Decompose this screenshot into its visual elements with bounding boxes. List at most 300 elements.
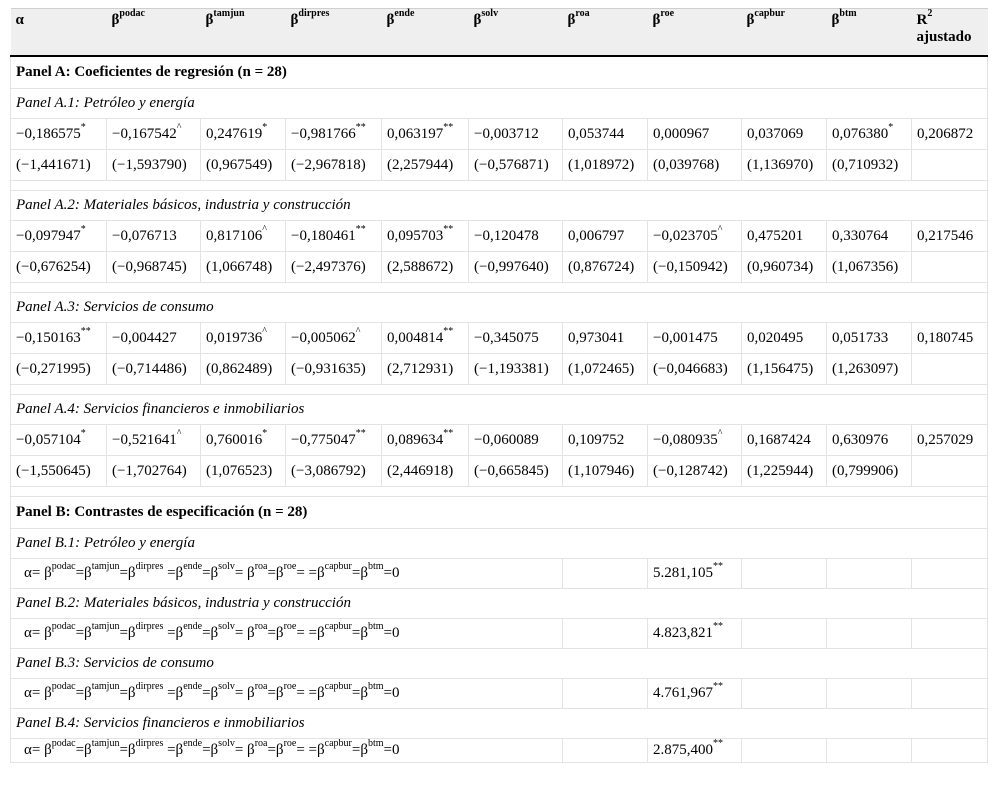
regression-table: [10, 8, 988, 763]
t-statistic-cell: (2,712931): [382, 354, 469, 385]
coefficient-cell: [382, 221, 469, 252]
superscript: tamjun: [91, 681, 120, 692]
cell-base-text: −0,521641: [112, 431, 177, 448]
empty-cell: [563, 559, 648, 589]
coefficient-cell: [286, 119, 382, 150]
superscript: ende: [183, 681, 203, 692]
t-statistic-cell: (−0,150942): [648, 252, 742, 283]
cell-base-text: 0,020495: [747, 329, 804, 346]
empty-cell: [742, 739, 827, 763]
empty-cell: [827, 679, 912, 709]
t-statistic-cell: (−0,931635): [286, 354, 382, 385]
subpanel-title: [11, 89, 988, 119]
cell-base-text: β: [831, 12, 840, 28]
cell-base-text: 0,217546: [917, 227, 974, 244]
cell-base-text: =β: [202, 685, 219, 701]
cell-base-text: −0,150163: [16, 329, 81, 346]
cell-base-text: β: [567, 12, 576, 28]
superscript: tamjun: [91, 561, 120, 572]
cell-base-text: β: [386, 12, 395, 28]
specification-test-row: [11, 559, 988, 589]
superscript: btm: [839, 8, 857, 19]
superscript: podac: [51, 681, 76, 692]
t-statistic-cell: (0,039768): [648, 150, 742, 181]
subpanel-title-cell: Panel B.2: Materiales básicos, industria y construcción: [11, 589, 988, 619]
t-statistic-cell: (−0,997640): [469, 252, 563, 283]
cell-base-text: −0,775047: [291, 431, 356, 448]
coefficient-cell: [469, 221, 563, 252]
cell-base-text: =β: [202, 742, 219, 758]
coefficient-cell: [742, 119, 827, 150]
superscript: **: [443, 325, 454, 337]
cell-base-text: 0,053744: [568, 125, 625, 142]
coefficient-cell: [107, 323, 201, 354]
spacer-row: [11, 385, 988, 395]
empty-cell: [563, 619, 648, 649]
cell-base-text: α: [15, 12, 24, 28]
cell-base-text: β: [473, 12, 482, 28]
cell-base-text: =0: [383, 685, 400, 701]
hypothesis-formula: [11, 559, 563, 589]
empty-cell: [563, 739, 648, 763]
hypothesis-formula: [11, 679, 563, 709]
column-header: [648, 9, 742, 56]
superscript: tamjun: [213, 8, 245, 19]
superscript: **: [80, 325, 91, 337]
cell-base-text: =0: [383, 565, 400, 581]
header-row: [11, 9, 988, 56]
cell-base-text: 0,973041: [568, 329, 625, 346]
cell-base-text: =β: [267, 565, 284, 581]
t-statistic-cell: (1,156475): [742, 354, 827, 385]
coefficient-row: [11, 425, 988, 456]
subpanel-title-cell: Panel A.1: Petróleo y energía: [11, 89, 988, 119]
column-header: [563, 9, 648, 56]
empty-cell: [827, 559, 912, 589]
subpanel-title: [11, 649, 988, 679]
coefficient-cell: [827, 119, 912, 150]
t-statistic-cell: (1,136970): [742, 150, 827, 181]
subpanel-title-cell: Panel B.1: Petróleo y energía: [11, 529, 988, 559]
superscript: *: [80, 121, 86, 133]
cell-base-text: =β: [202, 625, 219, 641]
test-statistic-cell: [648, 679, 742, 709]
table-header: [11, 9, 988, 57]
superscript: capbur: [754, 8, 785, 19]
column-header: [201, 9, 286, 56]
coefficient-cell: [912, 323, 988, 354]
cell-base-text: 4.761,967: [653, 685, 713, 701]
coefficient-cell: [382, 119, 469, 150]
cell-base-text: −0,005062: [291, 329, 356, 346]
coefficient-cell: [648, 323, 742, 354]
cell-base-text: −0,186575: [16, 125, 81, 142]
spacer-row: [11, 181, 988, 191]
coefficient-cell: [382, 425, 469, 456]
cell-base-text: −0,981766: [291, 125, 356, 142]
superscript: *: [80, 223, 86, 235]
coefficient-cell: [648, 221, 742, 252]
panel-a-title-cell: Panel A: Coeficientes de regresión (n = 28): [11, 56, 988, 89]
coefficient-row: [11, 221, 988, 252]
superscript: capbur: [324, 561, 352, 572]
cell-base-text: 0,019736: [206, 329, 263, 346]
cell-base-text: −0,023705: [653, 227, 718, 244]
t-statistic-cell: (1,225944): [742, 456, 827, 487]
cell-base-text: −0,180461: [291, 227, 356, 244]
cell-base-text: = β: [234, 625, 255, 641]
t-statistic-cell: (0,876724): [563, 252, 648, 283]
t-statistic-cell: (0,967549): [201, 150, 286, 181]
superscript: capbur: [324, 681, 352, 692]
spacer-cell: [11, 385, 988, 395]
hypothesis-formula: [11, 739, 563, 763]
cell-base-text: =β: [267, 742, 284, 758]
spacer-cell: [11, 181, 988, 191]
cell-base-text: =β: [119, 742, 136, 758]
superscript: ^: [176, 121, 182, 133]
superscript: ende: [183, 621, 203, 632]
t-statistic-cell: (−0,714486): [107, 354, 201, 385]
cell-base-text: α= β: [24, 625, 52, 641]
coefficient-cell: [11, 119, 107, 150]
superscript: solv: [218, 621, 235, 632]
spacer-row: [11, 487, 988, 497]
subpanel-title-cell: Panel B.4: Servicios financieros e inmobiliarios: [11, 709, 988, 739]
coefficient-cell: [742, 323, 827, 354]
subpanel-title-cell: Panel A.3: Servicios de consumo: [11, 293, 988, 323]
empty-cell: [742, 679, 827, 709]
coefficient-cell: [912, 119, 988, 150]
coefficient-cell: [469, 119, 563, 150]
superscript: **: [713, 621, 723, 632]
cell-base-text: = =β: [296, 742, 325, 758]
cell-base-text: 0,817106: [206, 227, 263, 244]
cell-base-text: = β: [234, 742, 255, 758]
coefficient-cell: [11, 221, 107, 252]
coefficient-cell: [742, 221, 827, 252]
cell-base-text: 0,109752: [568, 431, 625, 448]
cell-base-text: =β: [267, 625, 284, 641]
empty-cell: [742, 619, 827, 649]
superscript: solv: [481, 8, 499, 19]
subpanel-title: [11, 191, 988, 221]
cell-base-text: =β: [75, 742, 92, 758]
t-statistic-cell: (−3,086792): [286, 456, 382, 487]
t-statistic-cell: (1,018972): [563, 150, 648, 181]
cell-base-text: =β: [75, 625, 92, 641]
cell-base-text: β: [652, 12, 661, 28]
cell-base-text: −0,097947: [16, 227, 81, 244]
superscript: solv: [218, 681, 235, 692]
t-statistic-cell: (−1,550645): [11, 456, 107, 487]
t-statistic-cell: (2,588672): [382, 252, 469, 283]
cell-base-text: 0,206872: [917, 125, 974, 142]
coefficient-cell: [382, 323, 469, 354]
cell-base-text: =0: [383, 625, 400, 641]
superscript: roe: [283, 621, 297, 632]
t-statistic-cell: (−1,702764): [107, 456, 201, 487]
cell-base-text: = =β: [296, 565, 325, 581]
coefficient-cell: [286, 221, 382, 252]
empty-cell: [912, 739, 988, 763]
column-header: [11, 9, 107, 56]
subpanel-title-cell: Panel A.2: Materiales básicos, industria y construcción: [11, 191, 988, 221]
cell-base-text: −0,120478: [474, 227, 539, 244]
cell-base-text: β: [111, 12, 120, 28]
t-statistic-cell: (0,799906): [827, 456, 912, 487]
cell-base-text: α= β: [24, 565, 52, 581]
superscript: podac: [51, 621, 76, 632]
specification-test-row: [11, 679, 988, 709]
cell-base-text: −0,003712: [474, 125, 539, 142]
subpanel-title: [11, 293, 988, 323]
specification-test-row: [11, 739, 988, 763]
cell-base-text: 0,475201: [747, 227, 804, 244]
coefficient-cell: [563, 323, 648, 354]
cell-base-text: α= β: [24, 742, 52, 758]
cell-base-text: 0,180745: [917, 329, 974, 346]
subpanel-title: [11, 589, 988, 619]
cell-base-text: 0,000967: [653, 125, 710, 142]
empty-cell: [827, 619, 912, 649]
t-statistic-cell: (−0,046683): [648, 354, 742, 385]
t-statistic-cell: (2,257944): [382, 150, 469, 181]
empty-cell: [912, 619, 988, 649]
cell-base-text: 0,760016: [206, 431, 263, 448]
cell-base-text: =β: [163, 742, 184, 758]
superscript: roe: [283, 561, 297, 572]
coefficient-cell: [469, 425, 563, 456]
cell-base-text: = =β: [296, 625, 325, 641]
coefficient-cell: [469, 323, 563, 354]
coefficient-cell: [286, 323, 382, 354]
cell-base-text: 2.875,400: [653, 742, 713, 758]
superscript: dirpres: [135, 681, 164, 692]
coefficient-row: [11, 119, 988, 150]
cell-base-text: =β: [351, 625, 368, 641]
hypothesis-formula: [11, 619, 563, 649]
cell-base-text: −0,057104: [16, 431, 81, 448]
superscript: solv: [218, 738, 235, 749]
cell-base-text: 0,330764: [832, 227, 889, 244]
coefficient-cell: [648, 119, 742, 150]
subpanel-title: [11, 709, 988, 739]
t-statistic-cell: (−0,576871): [469, 150, 563, 181]
superscript: ende: [394, 8, 415, 19]
superscript: podac: [119, 8, 145, 19]
t-statistic-cell: (0,710932): [827, 150, 912, 181]
coefficient-cell: [563, 425, 648, 456]
superscript: **: [713, 738, 723, 749]
superscript: *: [262, 427, 268, 439]
r2-label-line2: ajustado: [916, 29, 972, 45]
empty-cell: [912, 679, 988, 709]
coefficient-cell: [107, 221, 201, 252]
t-statistic-cell: (−1,593790): [107, 150, 201, 181]
t-statistic-cell: (1,107946): [563, 456, 648, 487]
coefficient-cell: [11, 323, 107, 354]
coefficient-cell: [742, 425, 827, 456]
coefficient-cell: [201, 119, 286, 150]
superscript: ^: [262, 325, 267, 337]
t-statistic-cell: (1,067356): [827, 252, 912, 283]
column-header: [107, 9, 201, 56]
superscript: ende: [183, 738, 203, 749]
cell-base-text: 0,063197: [387, 125, 444, 142]
coefficient-cell: [563, 221, 648, 252]
cell-base-text: =β: [119, 625, 136, 641]
superscript: capbur: [324, 738, 352, 749]
panel-a-title: [11, 56, 988, 89]
coefficient-cell: [912, 425, 988, 456]
superscript: btm: [367, 621, 384, 632]
superscript: dirpres: [135, 738, 164, 749]
cell-base-text: 0,247619: [206, 125, 263, 142]
cell-base-text: 5.281,105: [653, 565, 713, 581]
coefficient-cell: [11, 425, 107, 456]
coefficient-cell: [107, 119, 201, 150]
t-statistic-cell: [912, 150, 988, 181]
subpanel-title-cell: Panel B.3: Servicios de consumo: [11, 649, 988, 679]
superscript: roa: [254, 681, 268, 692]
superscript: **: [713, 561, 723, 572]
cell-base-text: =β: [75, 565, 92, 581]
cell-base-text: 0,037069: [747, 125, 804, 142]
column-header: [382, 9, 469, 56]
t-statistic-row: [11, 252, 988, 283]
cell-base-text: −0,345075: [474, 329, 539, 346]
superscript: ^: [717, 223, 723, 235]
cell-base-text: β: [205, 12, 214, 28]
superscript: *: [80, 427, 86, 439]
superscript: dirpres: [135, 621, 164, 632]
empty-cell: [563, 679, 648, 709]
test-statistic-cell: [648, 739, 742, 763]
cell-base-text: 0,089634: [387, 431, 444, 448]
subpanel-title-cell: Panel A.4: Servicios financieros e inmobiliarios: [11, 395, 988, 425]
superscript: ende: [183, 561, 203, 572]
superscript: 2: [927, 8, 933, 19]
t-statistic-cell: (2,446918): [382, 456, 469, 487]
cell-base-text: =β: [267, 685, 284, 701]
t-statistic-cell: (1,076523): [201, 456, 286, 487]
coefficient-cell: [201, 425, 286, 456]
cell-base-text: −0,080935: [653, 431, 718, 448]
t-statistic-row: [11, 354, 988, 385]
cell-base-text: 4.823,821: [653, 625, 713, 641]
spacer-cell: [11, 283, 988, 293]
spacer-row: [11, 283, 988, 293]
superscript: ^: [262, 223, 267, 235]
coefficient-cell: [827, 323, 912, 354]
superscript: dirpres: [135, 561, 164, 572]
cell-base-text: =β: [351, 742, 368, 758]
superscript: ^: [717, 427, 723, 439]
spacer-cell: [11, 487, 988, 497]
cell-base-text: =β: [119, 565, 136, 581]
cell-base-text: −0,076713: [112, 227, 177, 244]
cell-base-text: 0,004814: [387, 329, 444, 346]
cell-base-text: 0,076380: [832, 125, 889, 142]
t-statistic-cell: (1,066748): [201, 252, 286, 283]
cell-base-text: =β: [351, 685, 368, 701]
superscript: btm: [367, 681, 384, 692]
table-body: [11, 56, 988, 763]
cell-base-text: =0: [383, 742, 400, 758]
superscript: roa: [575, 8, 590, 19]
panel-b-title: [11, 497, 988, 529]
t-statistic-cell: [912, 252, 988, 283]
t-statistic-row: [11, 150, 988, 181]
superscript: **: [443, 121, 454, 133]
superscript: roa: [254, 621, 268, 632]
cell-base-text: = β: [234, 685, 255, 701]
cell-base-text: =β: [75, 685, 92, 701]
t-statistic-cell: [912, 456, 988, 487]
superscript: roe: [283, 738, 297, 749]
coefficient-cell: [201, 221, 286, 252]
test-statistic-cell: [648, 619, 742, 649]
empty-cell: [912, 559, 988, 589]
superscript: **: [443, 427, 454, 439]
t-statistic-cell: (−0,665845): [469, 456, 563, 487]
t-statistic-cell: (−0,128742): [648, 456, 742, 487]
empty-cell: [827, 739, 912, 763]
column-header-r2: [912, 9, 988, 56]
column-header: [286, 9, 382, 56]
cell-base-text: 0,051733: [832, 329, 889, 346]
t-statistic-cell: (−2,967818): [286, 150, 382, 181]
t-statistic-cell: (−0,676254): [11, 252, 107, 283]
coefficient-cell: [912, 221, 988, 252]
cell-base-text: =β: [351, 565, 368, 581]
cell-base-text: β: [746, 12, 755, 28]
specification-test-row: [11, 619, 988, 649]
t-statistic-cell: (0,862489): [201, 354, 286, 385]
superscript: solv: [218, 561, 235, 572]
cell-base-text: 0,095703: [387, 227, 444, 244]
coefficient-cell: [107, 425, 201, 456]
superscript: roa: [254, 738, 268, 749]
cell-base-text: α= β: [24, 685, 52, 701]
coefficient-cell: [201, 323, 286, 354]
coefficient-cell: [827, 425, 912, 456]
superscript: capbur: [324, 621, 352, 632]
superscript: roa: [254, 561, 268, 572]
superscript: **: [355, 121, 366, 133]
superscript: tamjun: [91, 621, 120, 632]
cell-base-text: =β: [202, 565, 219, 581]
t-statistic-cell: (−0,271995): [11, 354, 107, 385]
superscript: dirpres: [298, 8, 330, 19]
test-statistic-cell: [648, 559, 742, 589]
superscript: podac: [51, 561, 76, 572]
t-statistic-cell: (−0,968745): [107, 252, 201, 283]
coefficient-cell: [648, 425, 742, 456]
superscript: **: [443, 223, 454, 235]
empty-cell: [742, 559, 827, 589]
subpanel-title: [11, 529, 988, 559]
column-header: [469, 9, 563, 56]
cell-base-text: −0,167542: [112, 125, 177, 142]
t-statistic-cell: (1,263097): [827, 354, 912, 385]
t-statistic-row: [11, 456, 988, 487]
cell-base-text: 0,006797: [568, 227, 625, 244]
coefficient-cell: [286, 425, 382, 456]
cell-base-text: −0,001475: [653, 329, 718, 346]
superscript: btm: [367, 561, 384, 572]
